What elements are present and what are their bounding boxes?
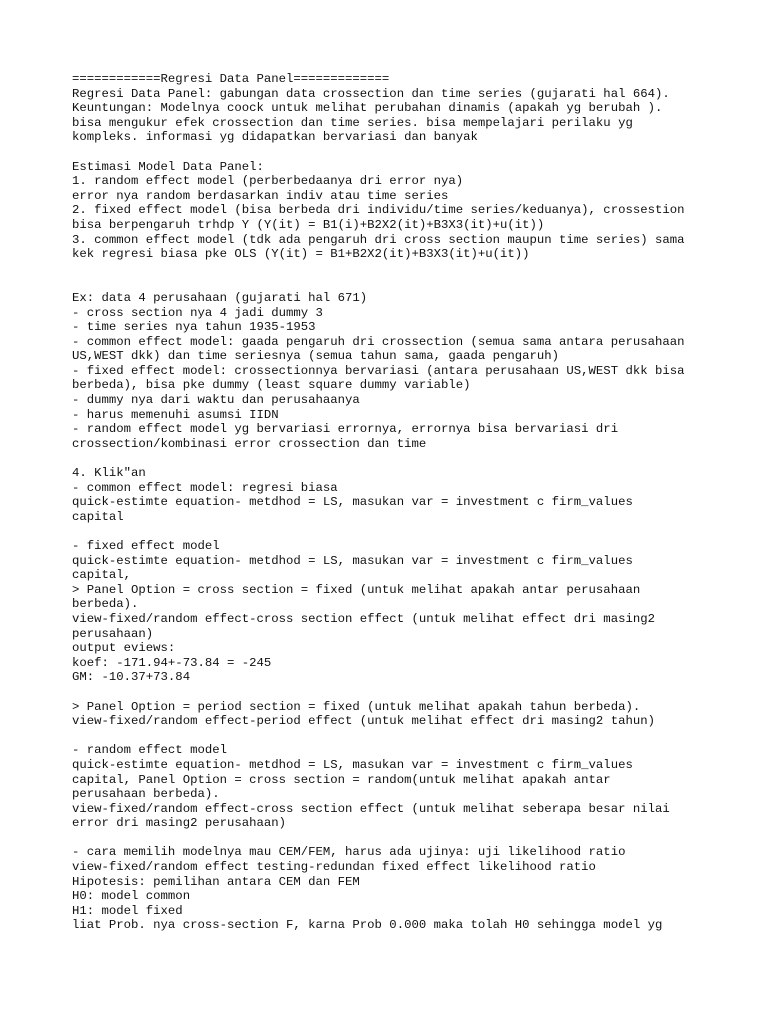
text-line: Regresi Data Panel: gabungan data crossection dan time series (gujarati hal 664). [72,86,670,101]
text-line: - random effect model [72,743,227,758]
text-line: ============Regresi Data Panel============= [72,72,390,86]
text-line: - cross section nya 4 jadi dummy 3 [72,305,323,320]
text-line: 4. Klik"an [72,466,146,481]
text-line: capital, [72,568,132,583]
blank-line [72,262,712,277]
text-line: quick-estimte equation- metdhod = LS, masukan var = investment c firm_values [72,495,633,510]
text-line: kek regresi biasa pke OLS (Y(it) = B1+B2X2(it)+B3X3(it)+u(it)) [72,247,530,262]
text-line: Keuntungan: Modelnya coock untuk melihat perubahan dinamis (apakah yg berubah ). [72,101,663,116]
text-line: - time series nya tahun 1935-1953 [72,320,316,335]
text-line: quick-estimte equation- metdhod = LS, masukan var = investment c firm_values [72,553,633,568]
text-line: berbeda), bisa pke dummy (least square dummy variable) [72,378,471,393]
text-line: capital [72,509,124,524]
text-line: - random effect model yg bervariasi errornya, errornya bisa bervariasi dri [72,422,619,437]
blank-line [72,685,712,700]
text-line: H0: model common [72,889,191,904]
text-line: 1. random effect model (perberbedaanya dri error nya) [72,174,464,189]
blank-line [72,729,712,744]
text-line: bisa mengukur efek crossection dan time series. bisa mempelajari perilaku yg [72,115,633,130]
text-line: view-fixed/random effect-cross section effect (untuk melihat effect dri masing2 [72,611,655,626]
text-line: koef: -171.94+-73.84 = -245 [72,655,272,670]
text-line: view-fixed/random effect-period effect (untuk melihat effect dri masing2 tahun) [72,714,655,729]
text-line: quick-estimte equation- metdhod = LS, masukan var = investment c firm_values [72,757,633,772]
text-line: - common effect model: gaada pengaruh dri crossection (semua sama antara perusahaan [72,334,685,349]
blank-line [72,145,712,160]
text-line: output eviews: [72,641,176,656]
text-line: - fixed effect model: crossectionnya bervariasi (antara perusahaan US,WEST dkk bisa [72,363,685,378]
text-line: capital, Panel Option = cross section = random(untuk melihat apakah antar [72,772,611,787]
text-line: H1: model fixed [72,903,183,918]
text-line: view-fixed/random effect testing-redundan fixed effect likelihood ratio [72,860,596,875]
text-line: - fixed effect model [72,539,220,553]
blank-line [72,276,712,291]
text-line: liat Prob. nya cross-section F, karna Prob 0.000 maka tolah H0 sehingga model yg [72,918,663,933]
text-line: Hipotesis: pemilihan antara CEM dan FEM [72,874,360,889]
text-line: > Panel Option = period section = fixed (untuk melihat apakah tahun berbeda). [72,699,641,714]
text-line: > Panel Option = cross section = fixed (untuk melihat apakah antar perusahaan [72,582,641,597]
text-line: berbeda). [72,597,139,612]
text-line: - cara memilih modelnya mau CEM/FEM, harus ada ujinya: uji likelihood ratio [72,845,626,860]
text-line: perusahaan berbeda). [72,787,220,802]
text-line: Ex: data 4 perusahaan (gujarati hal 671) [72,290,368,305]
blank-line [72,451,712,466]
document-body [72,72,712,933]
text-line: - dummy nya dari waktu dan perusahaanya [72,393,360,408]
text-line: view-fixed/random effect-cross section effect (untuk melihat seberapa besar nilai [72,801,670,816]
text-line: 3. common effect model (tdk ada pengaruh dri cross section maupun time series) sama [72,232,685,247]
text-line: GM: -10.37+73.84 [72,670,191,685]
text-line: perusahaan) [72,626,154,641]
blank-line [72,524,712,539]
text-line: Estimasi Model Data Panel: [72,159,264,174]
text-line: kompleks. informasi yg didapatkan bervariasi dan banyak [72,130,478,145]
text-line: US,WEST dkk) dan time seriesnya (semua tahun sama, gaada pengaruh) [72,349,560,364]
text-line: bisa berpengaruh trhdp Y (Y(it) = B1(i)+B2X2(it)+B3X3(it)+u(it)) [72,217,545,232]
text-line: error dri masing2 perusahaan) [72,816,287,831]
text-line: - harus memenuhi asumsi IIDN [72,407,279,422]
text-line: - common effect model: regresi biasa [72,480,338,495]
text-line: error nya random berdasarkan indiv atau time series [72,188,449,203]
text-line: crossection/kombinasi error crossection dan time [72,436,427,451]
blank-line [72,831,712,846]
text-line: 2. fixed effect model (bisa berbeda dri individu/time series/keduanya), crossestion [72,203,685,218]
